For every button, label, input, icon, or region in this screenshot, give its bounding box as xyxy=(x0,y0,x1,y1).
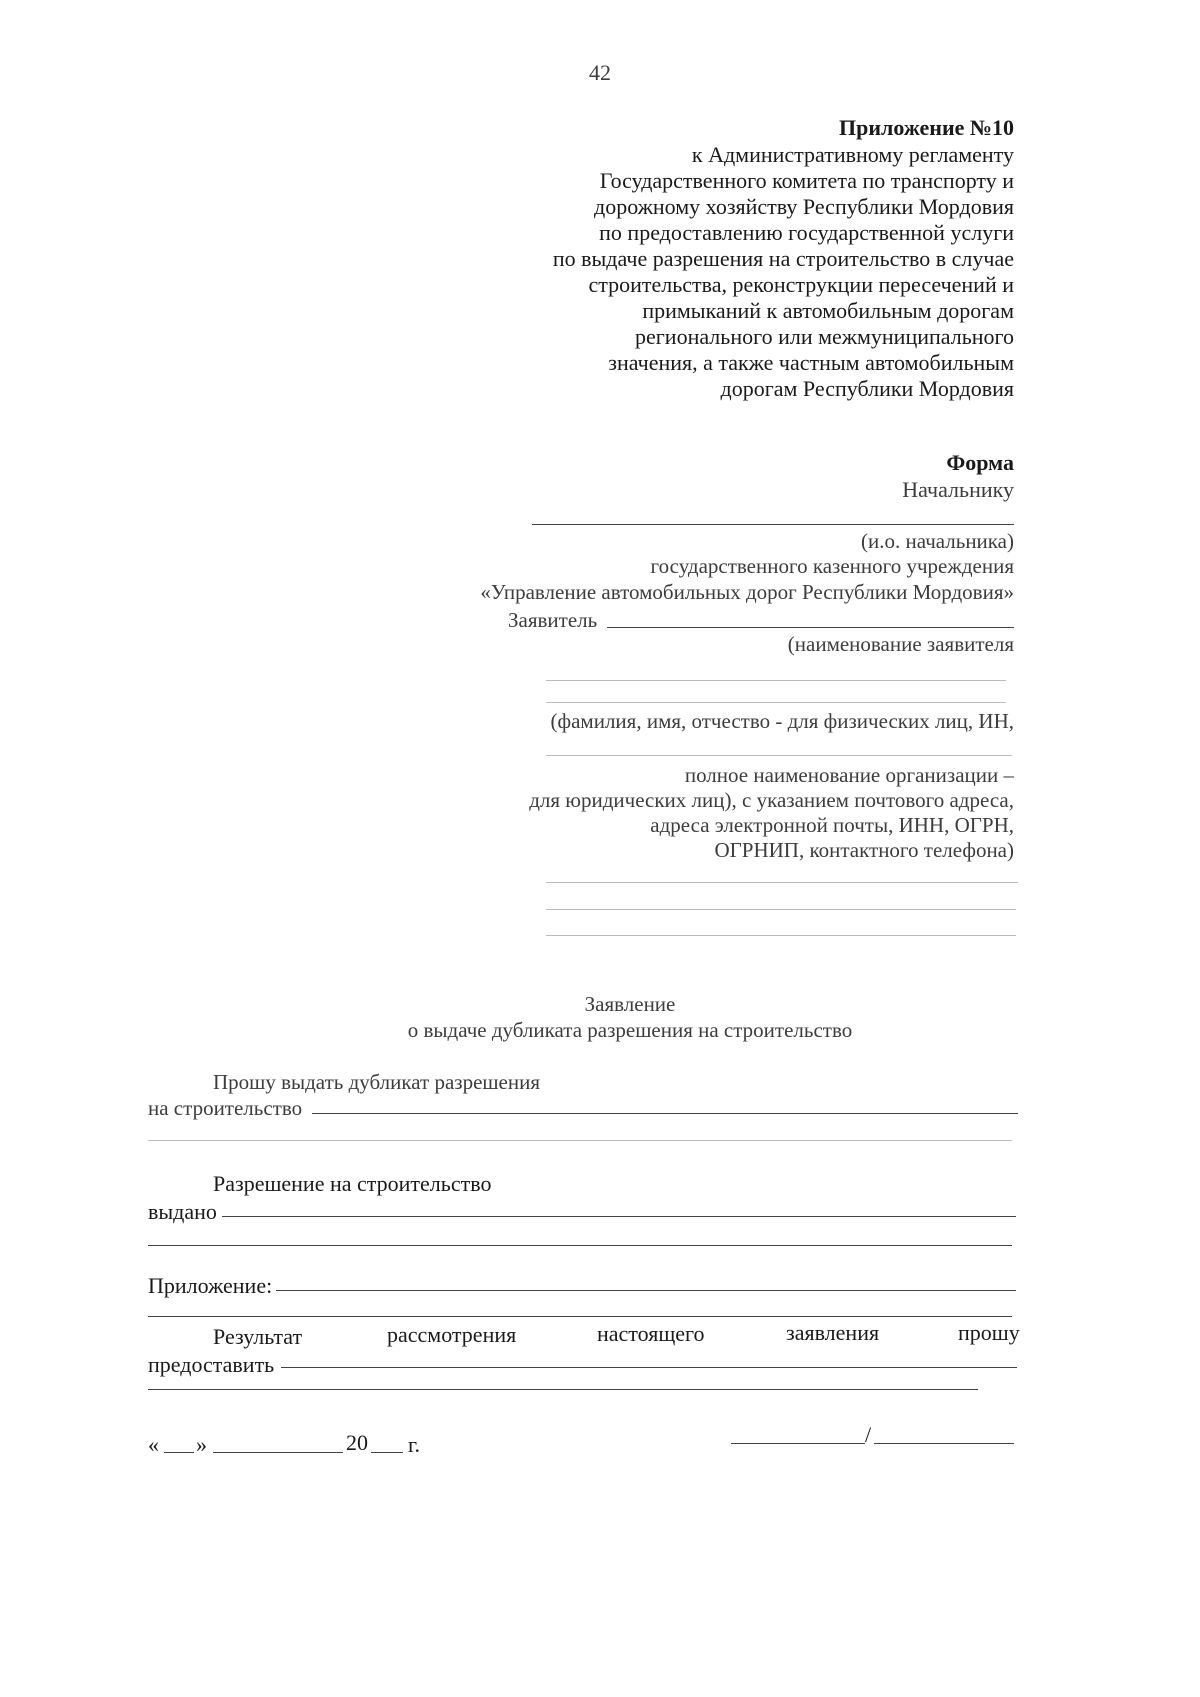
applicant-extra-line[interactable] xyxy=(546,702,1006,703)
provide-label: предоставить xyxy=(148,1352,275,1377)
appendix-line: регионального или межмуниципального xyxy=(635,324,1014,349)
attachment-field[interactable] xyxy=(276,1290,1016,1291)
provide-extra-line[interactable] xyxy=(148,1389,978,1390)
statement-title: Заявление xyxy=(584,992,676,1016)
applicant-extra-line[interactable] xyxy=(546,680,1006,681)
date-month-field[interactable] xyxy=(213,1452,343,1453)
date-year-field[interactable] xyxy=(371,1452,403,1453)
provide-field[interactable] xyxy=(281,1367,1017,1368)
acting-head-note: (и.о. начальника) xyxy=(861,529,1014,553)
applicant-label: Заявитель xyxy=(508,608,598,632)
issued-line: Разрешение на строительство xyxy=(213,1171,492,1196)
signature-name-field[interactable] xyxy=(874,1443,1014,1444)
result-word: прошу xyxy=(958,1320,1020,1345)
result-word: настоящего xyxy=(597,1321,705,1346)
applicant-extra-line[interactable] xyxy=(546,755,1012,756)
signature-field[interactable] xyxy=(731,1443,865,1444)
appendix-title: Приложение №10 xyxy=(839,115,1014,140)
result-word: Результат xyxy=(213,1324,303,1349)
head-name-line[interactable] xyxy=(532,524,1014,525)
issued-extra-line[interactable] xyxy=(148,1245,1012,1246)
form-label: Форма xyxy=(946,450,1014,475)
appendix-line: дорожному хозяйству Республики Мордовия xyxy=(594,194,1014,219)
appendix-line: примыканий к автомобильным дорогам xyxy=(642,298,1014,323)
appendix-line: по выдаче разрешения на строительство в случае xyxy=(552,246,1014,271)
institution-line: государственного казенного учреждения xyxy=(650,554,1014,578)
contact-line[interactable] xyxy=(546,882,1018,883)
applicant-field[interactable] xyxy=(607,627,1014,628)
person-note: (фамилия, имя, отчество - для физических лиц, ИН, xyxy=(550,709,1014,733)
org-note-line: адреса электронной почты, ИНН, ОГРН, xyxy=(650,813,1014,837)
applicant-note: (наименование заявителя xyxy=(787,632,1014,656)
issued-label: выдано xyxy=(148,1199,217,1224)
permit-details-field[interactable] xyxy=(312,1113,1018,1114)
contact-line[interactable] xyxy=(546,935,1016,936)
statement-subtitle: о выдаче дубликата разрешения на строительство xyxy=(407,1018,853,1042)
permit-details-line[interactable] xyxy=(148,1140,1012,1141)
result-word: заявления xyxy=(786,1320,880,1345)
page-number: 42 xyxy=(589,60,611,85)
org-note-line: ОГРНИП, контактного телефона) xyxy=(714,838,1014,862)
appendix-line: Государственного комитета по транспорту и xyxy=(599,168,1014,193)
appendix-line: дорогам Республики Мордовия xyxy=(720,376,1014,401)
addressee-label: Начальнику xyxy=(902,477,1014,502)
appendix-line: значения, а также частным автомобильным xyxy=(608,350,1014,375)
result-word: рассмотрения xyxy=(387,1322,517,1347)
contact-line[interactable] xyxy=(546,909,1016,910)
year-prefix: 20 xyxy=(346,1430,368,1455)
appendix-line: строительства, реконструкции пересечений и xyxy=(588,272,1014,297)
request-line: Прошу выдать дубликат разрешения xyxy=(213,1070,541,1094)
org-note-line: полное наименование организации – xyxy=(684,763,1014,787)
institution-name: «Управление автомобильных дорог Республики Мордовия» xyxy=(480,580,1014,604)
issued-field[interactable] xyxy=(222,1216,1016,1217)
date-open-quote: « xyxy=(148,1432,159,1457)
year-suffix: г. xyxy=(408,1432,421,1457)
attachment-label: Приложение: xyxy=(148,1273,273,1298)
signature-separator: / xyxy=(865,1422,872,1447)
attachment-extra-line[interactable] xyxy=(148,1316,1012,1317)
appendix-line: по предоставлению государственной услуги xyxy=(599,220,1014,245)
date-close-quote: » xyxy=(196,1432,207,1457)
appendix-line: к Административному регламенту xyxy=(691,142,1014,167)
request-label: на строительство xyxy=(148,1096,303,1120)
org-note-line: для юридических лиц), с указанием почтового адреса, xyxy=(529,788,1014,812)
date-day-field[interactable] xyxy=(164,1452,194,1453)
